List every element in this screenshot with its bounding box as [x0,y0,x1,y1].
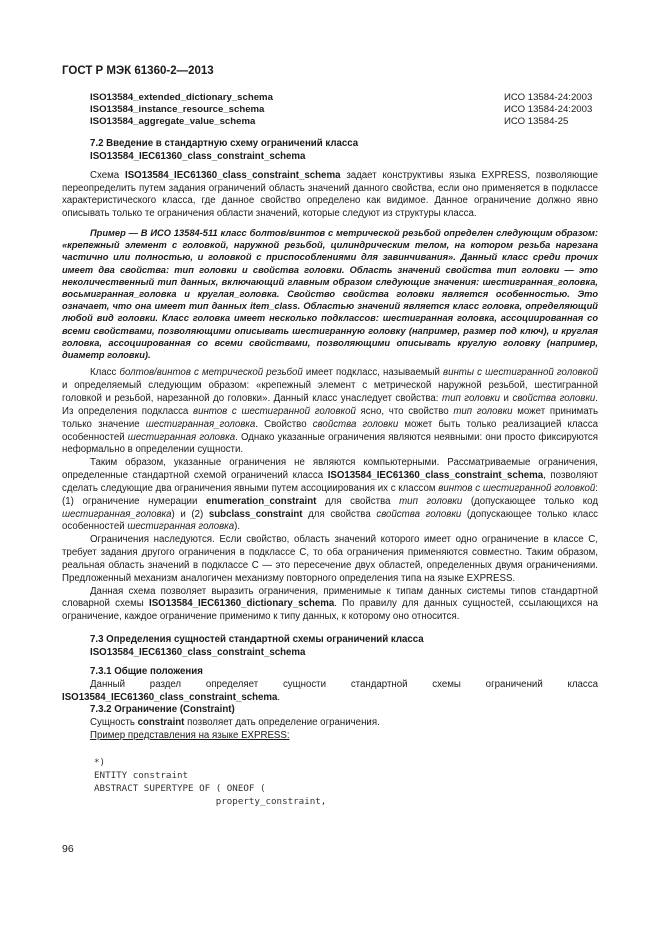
text-run: может быть только реализацией класса особенностей [62,418,598,443]
paragraph-datatypes [62,586,598,625]
text-run: . [277,691,281,703]
section-7-3-2-title: 7.3.2 Ограничение (Constraint) [90,704,235,716]
reference-row [90,104,600,116]
text-run: . Из определения подкласса [62,392,598,417]
reference-row [90,92,600,104]
bold-term: ISO13584_IEC61360_dictionary_schema [149,598,335,610]
reference-schema-name: ISO13584_aggregate_value_schema [90,116,256,127]
reference-schema-name: ISO13584_extended_dictionary_schema [90,92,273,103]
text-run: задает конструктивы языка EXPRESS, позволяющие переопределить путем задания ограничений область значений данного свойства, если оно применяется в подклассе характеристического класса, где данное свойство определено как видимое. Данное ограничение должно явно описывать только те ограничения области значений, которые следуют из структуры класса. [62,169,598,220]
text-run: и определяемый следующим образом: «крепежный элемент с метрической наружной резьбой, шестигранной головкой и резьбой, нарезанной до головки». Данный класс унаследует свойства: [62,380,598,404]
text-run: Данный раздел определяет сущности стандартной схемы ограничений класса [90,678,598,690]
main-content [62,138,598,808]
section-7-3-title: 7.3 Определения сущностей стандартной схемы ограничений класса [90,634,424,646]
italic-term: тип головки [399,495,463,507]
text-run: и [500,392,513,404]
reference-standard: ИСО 13584-24:2003 [504,104,593,115]
text-run: имеет подкласс, называемый [302,367,444,379]
italic-term: шестигранная головка [127,431,236,443]
paragraph-constraints [62,457,598,534]
reference-schema-name: ISO13584_instance_resource_schema [90,104,265,115]
text-run: , позволяют сделать следующие два ограничения явными путем ассоциирования их с классом [62,470,598,494]
text-run: . Однако указанные ограничения являются неявными: они просто фиксируются неформально в определении сущности. [62,431,599,456]
italic-term: шестигранная головка [127,521,235,533]
reference-row [90,116,600,128]
bold-term: subclass_constraint [208,508,303,520]
paragraph-subclass [62,367,598,457]
text-run: ясно, что свойство [355,405,454,417]
italic-term: тип головки [453,405,513,417]
text-run: (допускающее только класс особенностей [62,508,599,533]
example-note: Пример — В ИСО 13584-511 класс болтов/винтов с метрической резьбой определен следующим образом: «крепежный элемент с головкой, наружной резьбой, цилиндрическим телом, на котором резьба нарезана частично или полностью, и головкой с приспособлениями для завинчивания». Данный класс среди прочих имеет два свойства: тип головки и свойства головки. Область значений свойства тип головки — это неколичественный тип данных, включающий главным образом следующие значения: шестигранная_головка, восьмигранная_головка и круглая_головка. Свойство свойства головки является особенностью. Это означает, что она имеет тип данных item_class. Областью значений является класс головка, определяющий любой вид головки. Класс головка имеет несколько подклассов: шестигранная головка, ассоциированная со всеми свойствами, позволяющими описывать шестигранную головку (например, размер под ключ), и круглая головка, ассоциированная со всеми свойствами, позволяющими описывать круглую головку (например, диаметр головки). [62,228,598,361]
section-7-2-title: 7.2 Введение в стандартную схему ограничений класса [90,138,359,149]
paragraph-general [62,679,598,705]
bold-term: constraint [137,717,185,729]
express-code-block: *) ENTITY constraint ABSTRACT SUPERTYPE OF ( ONEOF ( property_constraint, [94,756,327,807]
italic-term: тип головки [442,392,501,404]
section-7-3-schema-name: ISO13584_IEC61360_class_constraint_schema [90,647,306,659]
italic-term: свойства головки [512,392,596,404]
bold-term: ISO13584_IEC61360_class_constraint_schema [125,169,341,181]
text-run: (допускающее только код [462,495,598,507]
italic-term: шестигранная_головка [145,418,256,430]
italic-term: винты с шестигранной головкой [443,367,598,379]
paragraph-schema-intro [62,170,598,221]
text-run: : (1) ограничение нумерации [62,482,598,507]
text-run: ) и (2) [171,508,209,520]
text-run: может принимать только значение [62,405,598,430]
text-run: Данная схема позволяет выразить ограничения, применимые к типам данных системы типов стандартной словарной схемы [62,585,598,610]
section-7-3-1-title: 7.3.1 Общие положения [90,665,203,677]
text-run: . По правилу для данных сущностей, ссылающихся на ограничение, каждое ограничение применимо к типу данных, к которому оно относится. [62,598,598,623]
italic-term: свойства головки [312,418,399,430]
text-run: Таким образом, указанные ограничения не являются компьютерными. Рассматриваемые ограничения, определенные стандартной схемой ограничений класса [62,457,598,482]
bold-term: enumeration_constraint [205,495,317,507]
reference-standard: ИСО 13584-25 [504,116,569,127]
text-run: Схема [90,169,126,181]
text-run: Класс [90,367,120,379]
italic-term: болтов/винтов с метрической резьбой [119,367,303,379]
section-7-2-schema-name: ISO13584_IEC61360_class_constraint_schema [90,150,306,162]
text-run: . Свойство [255,418,313,430]
reference-standard: ИСО 13584-24:2003 [504,92,593,103]
page-number: 96 [62,843,74,855]
paragraph-inheritance [62,534,598,585]
italic-term: винтов с шестигранной головкой [438,482,596,494]
text-run: Сущность [90,717,138,729]
express-example-label: Пример представления на языке EXPRESS: [90,730,290,742]
text-run: позволяет дать определение ограничения. [184,717,380,729]
schema-references [90,92,600,128]
text-run: для свойства [316,495,400,507]
italic-term: свойства головки [376,508,462,520]
text-run: Ограничения наследуются. Если свойство, область значений которого имеет одно ограничение в классе C, требует задания другого ограничения в подклассе C, то оба ограничения применяются совместно. Таким образом, реальная область значений в подклассе C — это пересечение двух областей, определенных двумя ограничениями. Предложенный механизм аналогичен механизму повторного определения типа на языке EXPRESS. [62,534,598,584]
paragraph-constraint-entity [62,717,598,730]
text-run: для свойства [302,508,377,520]
bold-term: ISO13584_IEC61360_class_constraint_schema [62,691,278,703]
text-run: ). [234,521,241,533]
italic-term: винтов с шестигранной головкой [193,405,356,417]
bold-term: ISO13584_IEC61360_class_constraint_schema [327,470,544,482]
italic-term: шестигранная_головка [62,508,172,520]
document-header: ГОСТ Р МЭК 61360-2—2013 [62,65,214,77]
